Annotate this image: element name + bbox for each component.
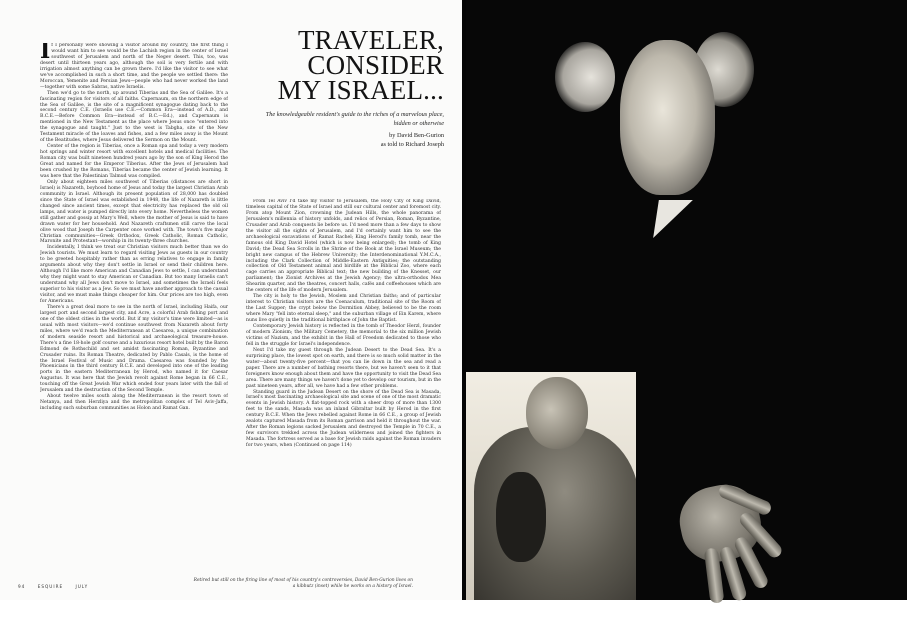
page-number: 94	[18, 584, 26, 589]
headline-line-3: MY ISRAEL...	[277, 75, 444, 105]
byline-as-told-to: as told to Richard Joseph	[380, 141, 444, 148]
inset-figure-head	[526, 377, 588, 449]
paragraph: Next I'd take my guest through the Judean Desert to the Dead Sea. It's a surprising place, the lowest spot on earth, and there is so much solid matter in the water—about twenty-five percent—that you can lie down in the sea and read a paper. There are a number of bathing resorts there, but we haven't seen to it that foreigners know enough about them and have the opportunity to visit the Dead Sea area. There are many things we haven't done yet to develop our tourism, but in the past nineteen years, after all, we have had a few other problems.	[246, 347, 441, 389]
article-dek: The knowledgeable resident's guide to the riches of a marvelous place, hidden or otherwise	[265, 111, 444, 127]
body-column-2	[246, 199, 441, 515]
photo-caption: Retired but still on the firing line of most of his country's controversies, David Ben-Gurion lives on a kibbutz (inset) while he works on a history of Israel.	[193, 578, 413, 589]
paragraph: Then we'd go to the north, up around Tiberias and the Sea of Galilee. It's a fascinating region for visitors of all faiths. Capernaum, on the northern edge of the Sea of Galilee, is the site of a magnificent synagogue dating back to the second century C.E. (Israelis use C.E.—Common Era—instead of A.D., and B.C.E.—Before Common Era—instead of B.C.—Ed.), and Capernaum is mentioned in the New Testament as the place where Jesus once "entered into the synagogue and taught." Just to the west is Tabgha, site of the New Testament miracle of the loaves and fishes, and a few miles away is the Mount of the Beatitudes, where Jesus delivered the Sermon on the Mount.	[40, 90, 228, 144]
folio	[18, 584, 98, 589]
paragraph: The city is holy to the Jewish, Moslem and Christian faiths; and of particular interest to Christian visitors are the Coenaculum, traditional site of the Room of the Last Supper; the crypt below the Dormition Abbey, believed to be the room where Mary "fell into eternal sleep," and the suburban village of Ein Karem, where nuns live quietly in the traditional birthplace of John the Baptist.	[246, 294, 441, 324]
portrait-face	[620, 40, 715, 195]
headline-line-1: TRAVELER,	[297, 25, 444, 55]
byline-author: by David Ben-Gurion	[389, 132, 444, 139]
byline	[300, 131, 444, 149]
paragraph: Contemporary Jewish history is reflected in the tomb of Theodor Herzl, founder of modern Zionism; the Military Cemetery, the memorial to the six million Jewish victims of Nazism, and the exhibit in the Hall of Freedom dedicated to those who fell in the struggle for Israel's independence.	[246, 324, 441, 347]
paragraph: Standing guard in the Judean Desert on the shore of the Dead Sea is Masada, Israel's most fascinating archaeological site and scene of one of the most dramatic events in Jewish history. A flat-topped rock with a sheer drop of more than 1300 feet to the sands, Masada was an inland Gibraltar built by Herod in the first century B.C.E. When the Jews rebelled against Rome in 66 C.E., a group of Jewish zealots captured Masada from its Roman garrison and held it throughout the war. After the Roman legions sacked Jerusalem and destroyed the Temple in 70 C.E., a few survivors trekked across the Judean wilderness and joined the fighters in Masada. The fortress served as a base for Jewish raids against the Roman invaders for two years, when (Continued on page 114)	[246, 389, 441, 449]
paragraph: From Tel Aviv I'd take my visitor to Jerusalem, the Holy City of King David, timeless capital of the State of Israel and still our cultural center and foremost city. From atop Mount Zion, crowning the Judean Hills, the whole panorama of Jerusalem's millennia of history unfolds, and relics of Persian, Roman, Byzantine, Crusader and Arab conquests lie before us. I'd need more than a few days to show the visitor all the sights of Jerusalem, and I'd certainly want him to see the archaeological excavations of Ramat Rachel; King Herod's family tomb, near the famous old King David Hotel (which is now being enlarged); the tomb of King David; the Dead Sea Scrolls in the Shrine of the Book at the Israel Museum; the bright new campus of the Hebrew University; the Interdenominational Y.M.C.A., including the Clark Collection of Middle-Eastern Antiquities; the outstanding collection of Old Testament animal and birdlife at the Biblical Zoo, where each cage carries an appropriate Biblical text; the new building of the Knesset, our parliament; the Zionist Archives at the Jewish Agency; the ultra-orthodox Mea Shearim quarter, and the theatres, concert halls, cafés and coffeehouses which are the centers of the life of modern Jerusalem.	[246, 199, 441, 294]
paragraph: Only about eighteen miles southwest of Tiberias (distances are short in Israel) is Nazareth, boyhood home of Jesus and today the largest Christian Arab community in Israel. Although its present population of 28,000 has doubled since the State of Israel was established in 1948, the life of Nazareth is little changed since ancient times, except that electricity has replaced the old oil lamps, and water is pumped directly into every home. Nevertheless the women still gather and gossip at Mary's Well, where the mother of Jesus is said to have drawn water for her household. And Nazareth craftsmen still carve the local olive wood that Joseph the Carpenter once worked with. The town's five major Christian communities—Greek Orthodox, Greek Catholic, Roman Catholic, Maronite and Protestant—worship in its twenty-three churches.	[40, 179, 228, 245]
hand-photo	[673, 468, 826, 617]
paragraph: Incidentally, I think we treat our Christian visitors much better than we do Jewish tourists. We must learn to regard visiting Jews as guests in our country to be greeted hospitably rather than as erring relatives to engage in family arguments about why they don't settle in Israel or send their children here. Although I'd like more American and Canadian Jews to settle, I can understand why they might want to stay American or Canadian. But too many Israelis can't understand why all Jews don't move to Israel, and sometimes the Israeli feels superior to his visitor as a Jew. So we must have another approach to the casual visitor, and we must make things cheaper for him. Our prices are too high, even for Americans.	[40, 245, 228, 304]
inset-hat	[496, 472, 546, 562]
paragraph: Center of the region is Tiberias, once a Roman spa and today a very modern hot springs and winter resort with excellent hotels and medical facilities. The Roman city was built nineteen hundred years ago by the son of King Herod the Great and named for the Emperor Tiberius. After the Jews of Jerusalem had been crushed by the Romans, Tiberias became the center of Jewish learning. It was here that the Palestinian Talmud was compiled.	[40, 144, 228, 179]
inset-photo	[466, 372, 636, 600]
headline-line-2: CONSIDER	[307, 50, 444, 80]
article-headline	[276, 25, 444, 105]
magazine-name: ESQUIRE	[37, 584, 64, 589]
issue-month: JULY	[75, 584, 89, 589]
portrait-hair-left	[555, 42, 615, 112]
paragraph: There's a great deal more to see in the north of Israel, including Haifa, our largest port and second largest city, and Acre, a colorful Arab fishing port and one of the oldest cities in the world. But if my visitor's time were limited—as is usual with most visitors—we'd continue southwest from Nazareth about forty miles, where we'd reach the Mediterranean at Caesarea, a unique combination of modern seaside resort and historical and archaeological treasure-house. There's a fine 18-hole golf course and a luxurious resort hotel built by the Baron Edmond de Rothschild and set amidst fascinating Roman, Byzantine and Crusader ruins. Its Roman Theatre, dedicated by Pablo Casals, is the home of the Israel Festival of Music and Drama. Caesarea was founded by the Phoenicians in the third century B.C.E. and developed into one of the leading ports in the eastern Mediterranean by Herod, who named it for Caesar Augustus. It was here that the Jewish revolt against Rome began in 66 C.E., touching off the Great Jewish War which ended four years later with the fall of Jerusalem and the destruction of the Second Temple.	[40, 304, 228, 394]
paragraph: If I personally were showing a visitor around my country, the first thing I would want him to see would be the Lachish region in the center of Israel southwest of Jerusalem and north of the Negev desert. This, too, was desert until thirteen years ago, although the soil is very fertile and with irrigation almost anything can be grown there. I'd like the visitor to see what we've accomplished in such a short time, and the people we settled there: the Moroccan, Yemenite and Persian Jews—people who had never worked the land—together with some Sabras, native Israelis.	[40, 43, 228, 90]
paragraph: About twelve miles south along the Mediterranean is the resort town of Netanya, and then Herzliya and the metropolitan complex of Tel Aviv-Jaffa, including such suburban communities as Holon and Ramat Gan.	[40, 394, 228, 412]
drop-cap: I	[40, 43, 51, 64]
body-column-1	[40, 43, 228, 513]
